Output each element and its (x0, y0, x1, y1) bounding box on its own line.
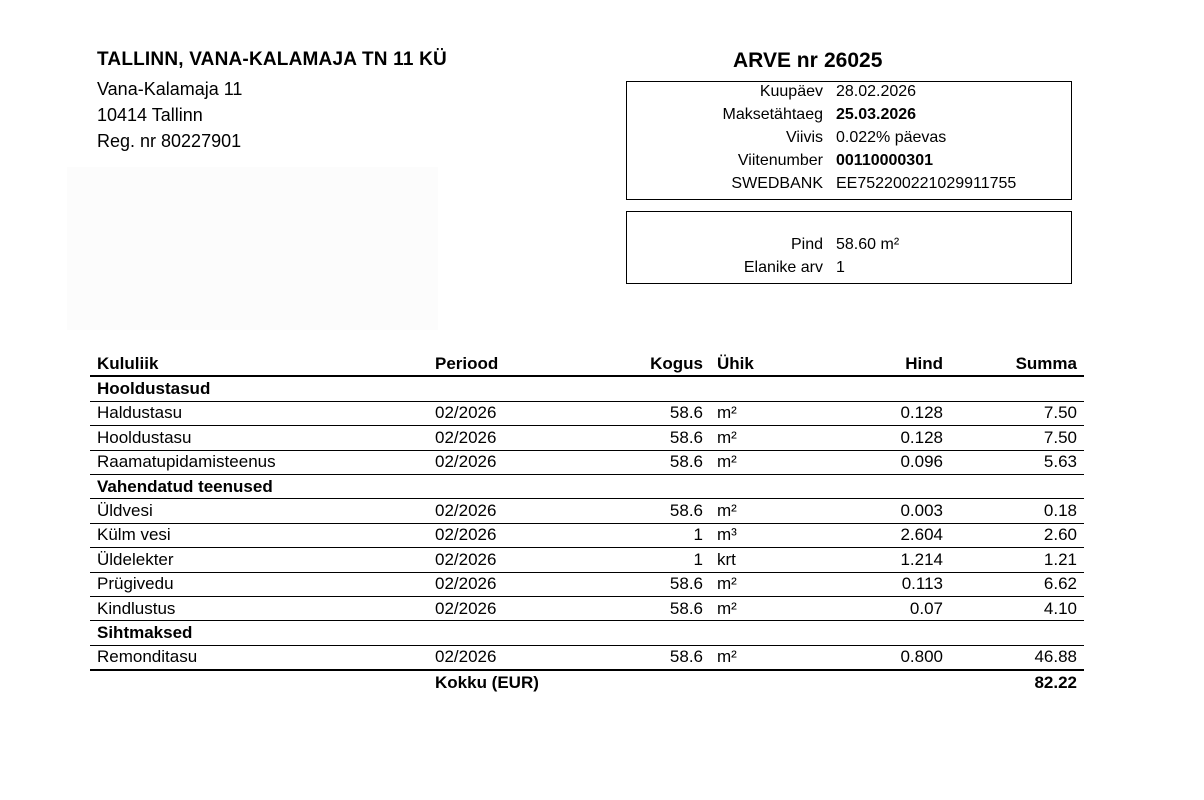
header-item: Kululiik (90, 352, 428, 376)
cell-item: Raamatupidamisteenus (90, 450, 428, 474)
cell-item: Üldelekter (90, 548, 428, 572)
cell-sum: 46.88 (950, 645, 1084, 670)
invoice-number: 26025 (824, 49, 883, 72)
cell-unit: m² (710, 450, 776, 474)
detail-value: 0.022% päevas (836, 129, 947, 146)
cell-sum: 7.50 (950, 426, 1084, 450)
detail-row (627, 83, 1071, 106)
detail-value: 28.02.2026 (836, 83, 917, 100)
property-row (627, 259, 1071, 282)
cell-sum: 6.62 (950, 572, 1084, 596)
cell-price: 0.07 (776, 596, 950, 620)
cell-price: 0.003 (776, 499, 950, 523)
cell-sum: 2.60 (950, 523, 1084, 547)
company-address-street: Vana-Kalamaja 11 (97, 79, 243, 99)
cell-price: 0.128 (776, 426, 950, 450)
cell-period: 02/2026 (428, 426, 583, 450)
header-period: Periood (428, 352, 583, 376)
invoice-details-box (626, 81, 1072, 200)
cell-price: 0.113 (776, 572, 950, 596)
property-value: 58.60 m² (836, 236, 900, 253)
cell-quantity: 58.6 (583, 401, 710, 425)
detail-label: Viivis (785, 129, 823, 146)
property-info-box (626, 211, 1072, 284)
cell-quantity: 58.6 (583, 450, 710, 474)
cell-price: 0.800 (776, 645, 950, 670)
group-label: Sihtmaksed (90, 621, 1084, 645)
cell-period: 02/2026 (428, 548, 583, 572)
detail-label: Kuupäev (759, 83, 823, 100)
detail-value: EE752200221029911755 (836, 175, 1017, 192)
group-row (90, 474, 1084, 498)
cell-unit: m² (710, 426, 776, 450)
total-value: 82.22 (1034, 672, 1077, 692)
cell-sum: 1.21 (950, 548, 1084, 572)
cell-price: 0.128 (776, 401, 950, 425)
property-label: Pind (790, 236, 823, 253)
invoice-items-table (90, 352, 1084, 694)
logo-placeholder (67, 167, 438, 330)
cell-period: 02/2026 (428, 499, 583, 523)
invoice-title-label: ARVE nr (733, 49, 818, 72)
table-header-row (90, 352, 1084, 376)
cell-sum: 7.50 (950, 401, 1084, 425)
group-row (90, 621, 1084, 645)
table-row (90, 645, 1084, 670)
cell-item: Remonditasu (90, 645, 428, 670)
cell-sum: 5.63 (950, 450, 1084, 474)
total-spacer (90, 670, 428, 694)
total-row (90, 670, 1084, 694)
header-quantity: Kogus (583, 352, 710, 376)
cell-period: 02/2026 (428, 401, 583, 425)
cell-item: Kindlustus (90, 596, 428, 620)
cell-unit: m³ (710, 523, 776, 547)
detail-row (627, 106, 1071, 129)
header-unit: Ühik (710, 352, 776, 376)
detail-row (627, 129, 1071, 152)
cell-quantity: 58.6 (583, 426, 710, 450)
header-sum: Summa (950, 352, 1084, 376)
property-label: Elanike arv (743, 259, 823, 276)
table-row (90, 450, 1084, 474)
cell-period: 02/2026 (428, 572, 583, 596)
cell-period: 02/2026 (428, 523, 583, 547)
cell-sum: 0.18 (950, 499, 1084, 523)
property-value: 1 (836, 259, 845, 276)
group-row (90, 376, 1084, 401)
cell-item: Üldvesi (90, 499, 428, 523)
company-reg-number: Reg. nr 80227901 (97, 131, 242, 151)
cell-unit: m² (710, 572, 776, 596)
table-row (90, 572, 1084, 596)
detail-value: 25.03.2026 (836, 106, 917, 123)
cell-quantity: 1 (583, 523, 710, 547)
cell-unit: m² (710, 499, 776, 523)
group-label: Vahendatud teenused (90, 474, 1084, 498)
property-row (627, 236, 1071, 259)
cell-quantity: 1 (583, 548, 710, 572)
total-label: Kokku (EUR) (435, 672, 539, 692)
company-name: TALLINN, VANA-KALAMAJA TN 11 KÜ (97, 49, 447, 70)
cell-item: Haldustasu (90, 401, 428, 425)
cell-item: Hooldustasu (90, 426, 428, 450)
cell-item: Külm vesi (90, 523, 428, 547)
table-row (90, 596, 1084, 620)
cell-unit: m² (710, 401, 776, 425)
cell-price: 1.214 (776, 548, 950, 572)
cell-price: 0.096 (776, 450, 950, 474)
cell-quantity: 58.6 (583, 596, 710, 620)
detail-label: Maksetähtaeg (722, 106, 823, 123)
detail-row (627, 175, 1071, 198)
group-label: Hooldustasud (90, 376, 1084, 401)
cell-quantity: 58.6 (583, 645, 710, 670)
cell-period: 02/2026 (428, 450, 583, 474)
cell-item: Prügivedu (90, 572, 428, 596)
header-price: Hind (776, 352, 950, 376)
cell-unit: m² (710, 645, 776, 670)
invoice-title (733, 49, 882, 73)
cell-period: 02/2026 (428, 596, 583, 620)
cell-sum: 4.10 (950, 596, 1084, 620)
table-row (90, 523, 1084, 547)
cell-quantity: 58.6 (583, 572, 710, 596)
detail-label: Viitenumber (737, 152, 823, 169)
detail-value: 00110000301 (836, 152, 933, 169)
cell-unit: krt (710, 548, 776, 572)
detail-row (627, 152, 1071, 175)
cell-quantity: 58.6 (583, 499, 710, 523)
cell-period: 02/2026 (428, 645, 583, 670)
table-row (90, 426, 1084, 450)
company-address-city: 10414 Tallinn (97, 105, 203, 125)
cell-price: 2.604 (776, 523, 950, 547)
table-row (90, 548, 1084, 572)
table-row (90, 401, 1084, 425)
detail-label: SWEDBANK (731, 175, 823, 192)
cell-unit: m² (710, 596, 776, 620)
table-row (90, 499, 1084, 523)
